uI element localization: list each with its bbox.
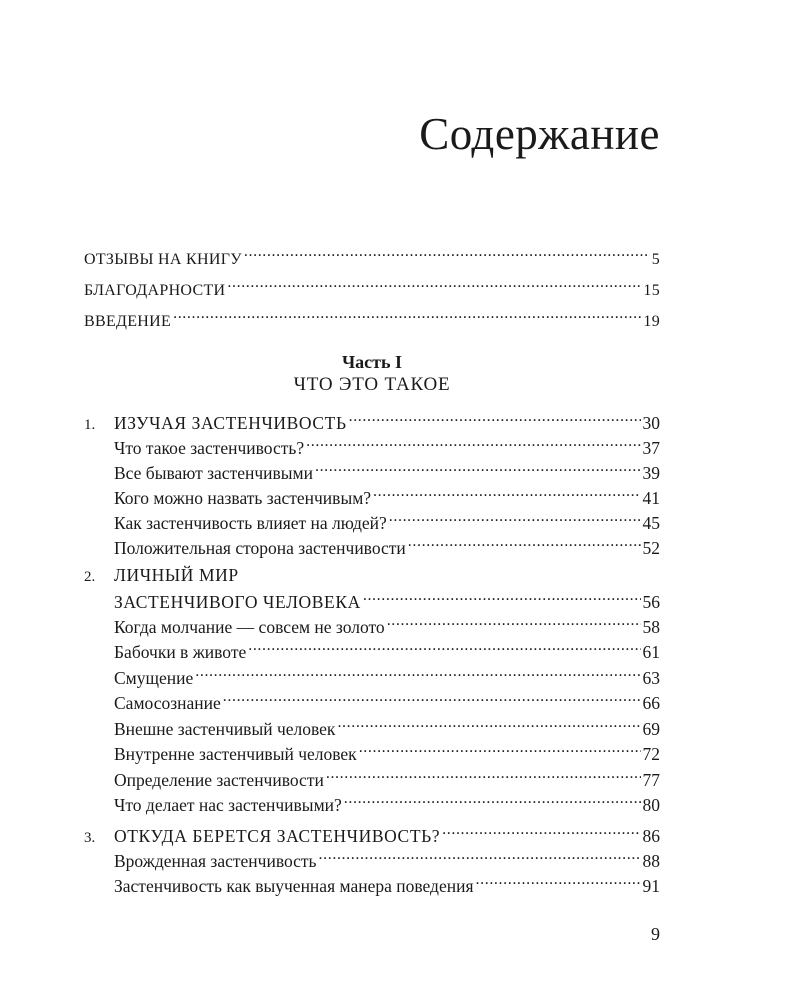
dot-leader bbox=[476, 870, 641, 892]
section-page: 39 bbox=[642, 463, 660, 483]
section-page: 41 bbox=[642, 488, 660, 508]
toc-entry-page: 15 bbox=[643, 282, 660, 299]
section-page: 52 bbox=[642, 538, 660, 558]
chapter-number: 3. bbox=[84, 830, 96, 846]
dot-leader bbox=[389, 507, 641, 529]
dot-leader bbox=[326, 764, 641, 786]
section-page: 66 bbox=[642, 693, 660, 713]
toc-section[interactable] bbox=[114, 636, 660, 662]
toc-entry-acknowledgements[interactable] bbox=[84, 273, 660, 299]
chapter-title: ИЗУЧАЯ ЗАСТЕНЧИВОСТЬ bbox=[114, 413, 347, 433]
section-page: 77 bbox=[642, 770, 660, 790]
toc-section[interactable] bbox=[114, 845, 660, 871]
dot-leader bbox=[344, 789, 641, 811]
section-label: Врожденная застенчивость bbox=[114, 851, 317, 871]
dot-leader bbox=[337, 713, 640, 735]
toc-entry-label: БЛАГОДАРНОСТИ bbox=[84, 282, 226, 299]
section-page: 88 bbox=[642, 851, 660, 871]
section-page: 91 bbox=[642, 876, 660, 896]
toc-entry-label: ОТЗЫВЫ НА КНИГУ bbox=[84, 251, 242, 268]
section-page: 72 bbox=[642, 744, 660, 764]
section-label: Что делает нас застенчивыми? bbox=[114, 795, 342, 815]
dot-leader bbox=[223, 687, 641, 709]
section-label: Когда молчание — совсем не золото bbox=[114, 617, 385, 637]
dot-leader bbox=[195, 662, 640, 684]
part-title: ЧТО ЭТО ТАКОЕ bbox=[293, 374, 451, 395]
chapter-number: 1. bbox=[84, 417, 96, 433]
dot-leader bbox=[244, 242, 650, 264]
toc-section[interactable] bbox=[114, 662, 660, 688]
section-label: Смущение bbox=[114, 668, 194, 688]
chapter-page: 56 bbox=[642, 592, 660, 612]
toc-section[interactable] bbox=[114, 870, 660, 896]
toc-chapter-2[interactable] bbox=[84, 564, 660, 612]
section-label: Самосознание bbox=[114, 693, 221, 713]
toc-section[interactable] bbox=[114, 687, 660, 713]
section-label: Внутренне застенчивый человек bbox=[114, 744, 357, 764]
section-label: Внешне застенчивый человек bbox=[114, 719, 336, 739]
toc-section[interactable] bbox=[114, 457, 660, 483]
section-page: 61 bbox=[642, 642, 660, 662]
dot-leader bbox=[306, 432, 640, 454]
section-label: Кого можно назвать застенчивым? bbox=[114, 488, 372, 508]
section-page: 37 bbox=[642, 438, 660, 458]
part-label: Часть I bbox=[341, 352, 403, 372]
section-label: Бабочки в животе bbox=[114, 642, 247, 662]
chapter-number: 2. bbox=[84, 569, 96, 585]
toc-section[interactable] bbox=[114, 764, 660, 790]
toc-section[interactable] bbox=[114, 532, 660, 558]
section-label: Застенчивость как выученная манера поведения bbox=[114, 876, 474, 896]
page-number: 9 bbox=[651, 924, 660, 944]
section-page: 80 bbox=[642, 795, 660, 815]
section-label: Что такое застенчивость? bbox=[114, 438, 305, 458]
toc-section[interactable] bbox=[114, 482, 660, 508]
dot-leader bbox=[408, 532, 641, 554]
dot-leader bbox=[442, 820, 640, 842]
toc-section[interactable] bbox=[114, 738, 660, 764]
section-label: Все бывают застенчивыми bbox=[114, 463, 313, 483]
toc-entry-page: 19 bbox=[643, 313, 660, 330]
toc-chapter-3[interactable] bbox=[84, 820, 660, 846]
page-title: Содержание bbox=[419, 109, 660, 159]
chapter-title-line1: ЛИЧНЫЙ МИР bbox=[114, 565, 239, 585]
toc-section[interactable] bbox=[114, 713, 660, 739]
toc-section[interactable] bbox=[114, 507, 660, 533]
section-label: Как застенчивость влияет на людей? bbox=[114, 513, 387, 533]
section-page: 69 bbox=[642, 719, 660, 739]
section-page: 63 bbox=[642, 668, 660, 688]
dot-leader bbox=[173, 304, 641, 326]
toc-chapter-1[interactable] bbox=[84, 407, 660, 433]
toc-entry-introduction[interactable] bbox=[84, 304, 660, 330]
dot-leader bbox=[359, 738, 641, 760]
chapter-title-line2: ЗАСТЕНЧИВОГО ЧЕЛОВЕКА bbox=[114, 592, 361, 612]
dot-leader bbox=[319, 845, 641, 867]
section-label: Определение застенчивости bbox=[114, 770, 324, 790]
dot-leader bbox=[373, 482, 640, 504]
toc-entry-reviews[interactable] bbox=[84, 242, 660, 268]
dot-leader bbox=[248, 636, 640, 658]
toc-entry-page: 5 bbox=[651, 251, 660, 268]
dot-leader bbox=[227, 273, 641, 295]
section-label: Положительная сторона застенчивости bbox=[114, 538, 406, 558]
toc-section[interactable] bbox=[114, 789, 660, 815]
section-page: 45 bbox=[642, 513, 660, 533]
toc-section[interactable] bbox=[114, 611, 660, 637]
chapter-title: ОТКУДА БЕРЕТСЯ ЗАСТЕНЧИВОСТЬ? bbox=[114, 826, 441, 846]
dot-leader bbox=[349, 407, 641, 429]
dot-leader bbox=[315, 457, 641, 479]
dot-leader bbox=[363, 586, 641, 608]
section-page: 58 bbox=[642, 617, 660, 637]
toc-entry-label: ВВЕДЕНИЕ bbox=[84, 313, 172, 330]
toc-section[interactable] bbox=[114, 432, 660, 458]
chapter-page: 30 bbox=[642, 413, 660, 433]
dot-leader bbox=[387, 611, 641, 633]
chapter-page: 86 bbox=[642, 826, 660, 846]
